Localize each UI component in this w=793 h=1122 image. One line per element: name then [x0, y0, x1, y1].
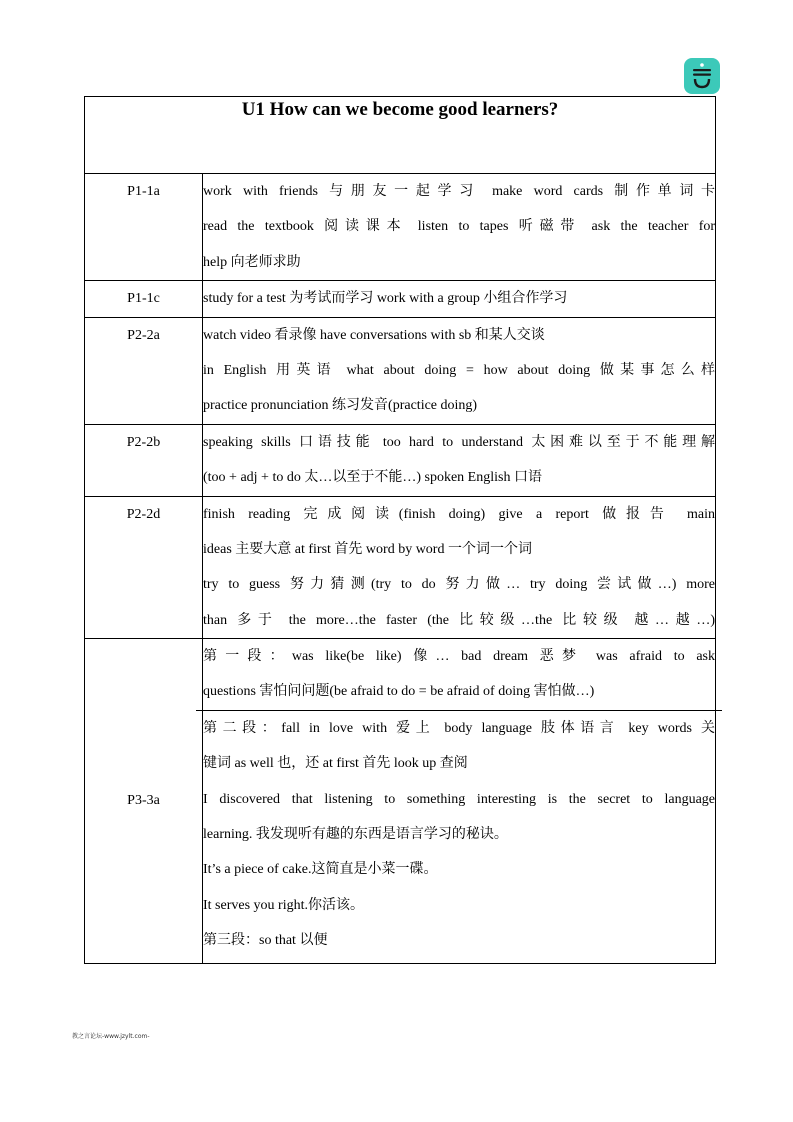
row-label: P2-2d: [126, 506, 161, 522]
row-label-cell: [85, 281, 203, 317]
row-content-cell: [203, 317, 716, 424]
content-line: finish reading 完成阅读(finish doing) give a report 做报告 main: [203, 506, 716, 522]
content-line: study for a test 为考试而学习 work with a group 小组合作学习: [203, 291, 568, 307]
row-label: P2-2a: [127, 327, 160, 343]
paragraph-two-three-section: [196, 711, 722, 963]
content-line: help 向老师求助: [203, 254, 301, 270]
table-row: [85, 424, 716, 496]
row-label-cell: [85, 496, 203, 639]
content-line: work with friends 与朋友一起学习 make word cards 制作单词卡: [203, 184, 716, 199]
table-row: [85, 639, 716, 964]
content-line: I discovered that listening to something interesting is the secret to language: [203, 791, 716, 807]
row-content-cell: [203, 174, 716, 281]
row-label: P3-3a: [127, 793, 160, 809]
table-row: [85, 281, 716, 317]
row-label-cell: [85, 639, 203, 964]
table-row: [85, 317, 716, 424]
row-content-cell: [203, 496, 716, 639]
page-title: U1 How can we become good learners?: [241, 99, 559, 120]
row-content-cell: [203, 424, 716, 496]
row-label-cell: [85, 317, 203, 424]
title-cell: [85, 97, 716, 174]
row-label: P2-2b: [126, 434, 161, 450]
content-line: try to guess 努力猜测(try to do 努力做… try doing 尝试做…) more: [203, 577, 716, 593]
content-line: read the textbook 阅读课本 listen to tapes 听磁带 ask the teacher for: [203, 219, 716, 235]
content-line: watch video 看录像 have conversations with sb 和某人交谈: [203, 327, 545, 343]
row-content-cell: [203, 639, 716, 964]
content-line: 键词 as well 也，还 at first 首先 look up 查阅: [203, 756, 468, 772]
content-line: learning. 我发现听有趣的东西是语言学习的秘诀。: [203, 827, 508, 843]
content-line: questions 害怕问问题(be afraid to do = be afraid of doing 害怕做…): [203, 684, 595, 700]
forum-logo-icon: [684, 58, 720, 94]
row-label: P1-1a: [127, 184, 160, 199]
footer-watermark: 教之言论坛-www.jzylt.com-: [72, 1033, 150, 1040]
paragraph-one-section: [196, 639, 722, 711]
content-line: speaking skills 口语技能 too hard to understand 太困难以至于不能理解: [203, 434, 716, 450]
content-line: It’s a piece of cake.这简直是小菜一碟。: [203, 862, 438, 878]
content-line: practice pronunciation 练习发音(practice doing): [203, 398, 478, 414]
content-line: than 多于 the more…the faster (the 比较级…the 比较级 越…越…): [203, 612, 716, 628]
content-line: 第一段：was like(be like) 像… bad dream 恶梦 was afraid to ask: [203, 649, 716, 665]
content-line: 第二段：fall in love with 爱上 body language 肢体语言 key words 关: [203, 720, 716, 736]
content-line: ideas 主要大意 at first 首先 word by word 一个词一个词: [203, 541, 532, 557]
row-label: P1-1c: [127, 291, 160, 307]
row-label-cell: [85, 174, 203, 281]
content-line: (too + adj + to do 太…以至于不能…) spoken English 口语: [203, 470, 542, 486]
content-line: 第三段：so that 以便: [203, 933, 328, 949]
table-row: [85, 496, 716, 639]
row-content-cell: [203, 281, 716, 317]
title-row: [85, 97, 716, 174]
content-line: in English 用英语 what about doing = how about doing 做某事怎么样: [203, 362, 716, 378]
table-row: [85, 174, 716, 281]
row-label-cell: [85, 424, 203, 496]
content-line: It serves you right.你活该。: [203, 897, 364, 913]
vocabulary-table: [84, 96, 716, 964]
